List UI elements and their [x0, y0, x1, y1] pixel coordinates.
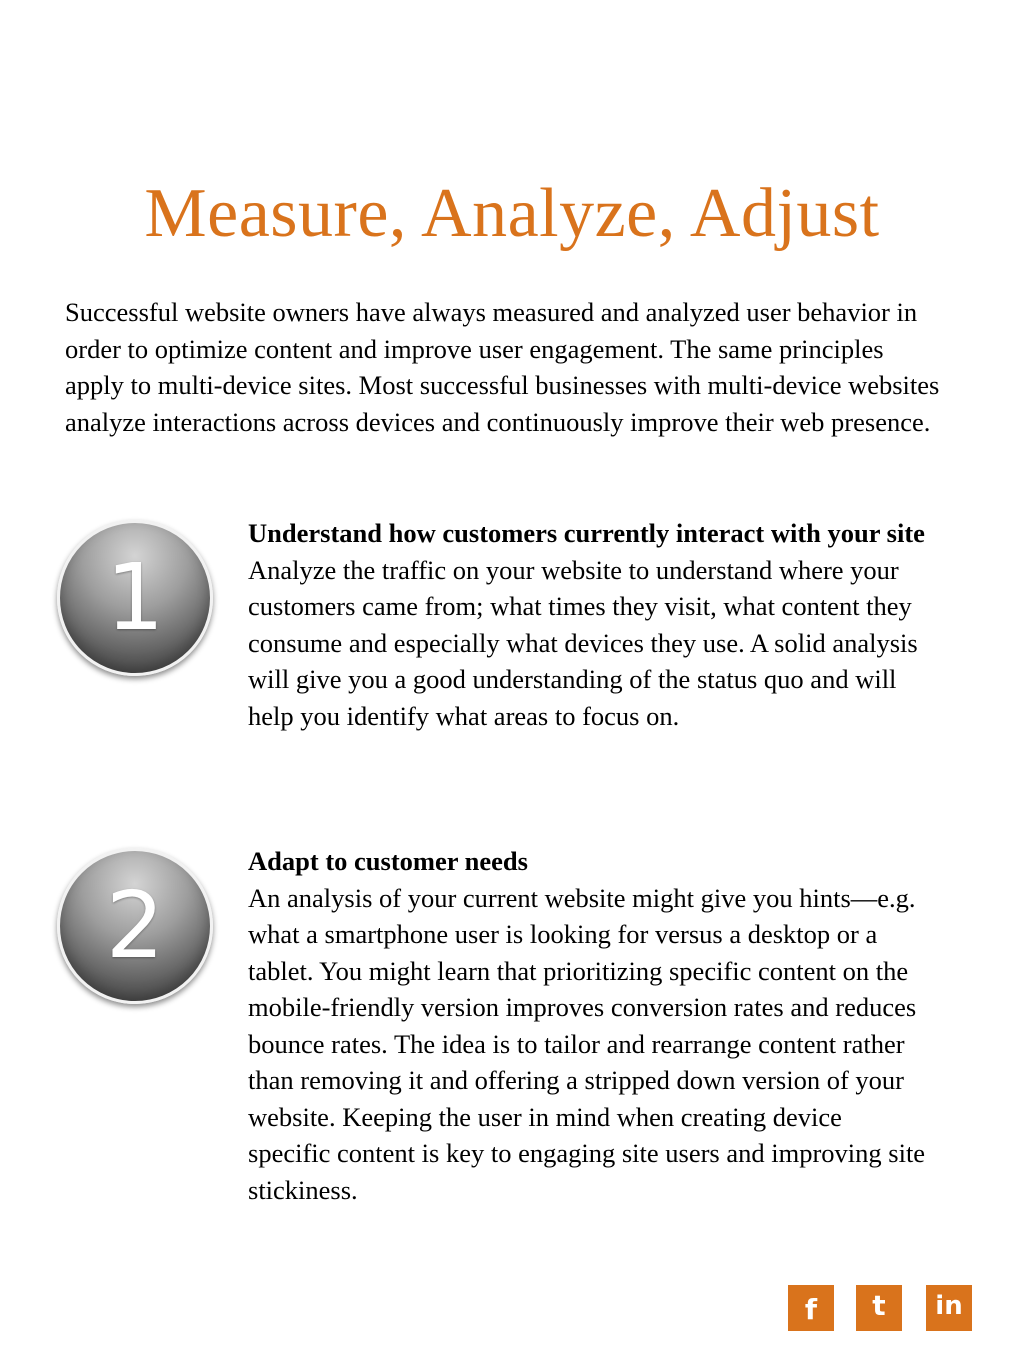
linkedin-icon-button[interactable]: in [926, 1285, 972, 1331]
step-2-number: 2 [105, 872, 165, 979]
step-2-heading: Adapt to customer needs [248, 846, 528, 876]
step-2-body: An analysis of your current website might give you hints—e.g. what a smartphone user is looking for versus a desktop or a tablet. You might learn that prioritizing specific content on the mobile-friendly version improves conversion rates and reduces bounce rates. The idea is to tailor and rearrange content rather than removing it and offering a stripped down version of your website. Keeping the user in mind when creating device specific content is key to engaging site users and improving site stickiness. [248, 882, 926, 1205]
step-2-number-badge [57, 848, 213, 1004]
step-2-content [248, 843, 928, 1208]
twitter-icon-button[interactable]: t [856, 1285, 902, 1331]
step-1-number-badge [57, 520, 213, 676]
intro-paragraph: Successful website owners have always measured and analyzed user behavior in order to optimize content and improve user engagement. The same principles apply to multi-device sites. Most successful businesses with multi-device websites analyze interactions across devices and continuously improve their web presence. [65, 297, 940, 437]
step-1-heading: Understand how customers currently interact with your site [248, 518, 925, 548]
step-1-body: Analyze the traffic on your website to understand where your customers came from; what times they visit, what content they consume and especially what devices they use. A solid analysis will give you a good understanding of the status quo and will help you identify what areas to focus on. [248, 554, 918, 731]
facebook-icon-button[interactable]: f [788, 1285, 834, 1331]
page-title: Measure, Analyze, Adjust [144, 175, 880, 252]
step-1-content [248, 515, 928, 734]
step-1-number: 1 [105, 544, 165, 651]
